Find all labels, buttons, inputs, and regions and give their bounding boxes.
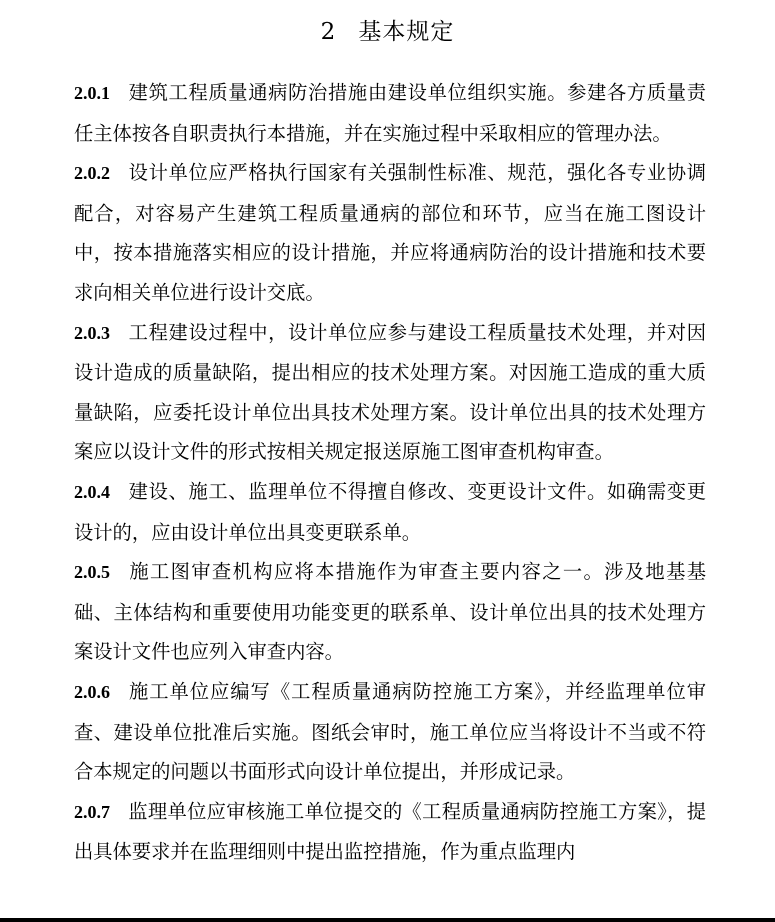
clause-list [74,73,706,872]
clause-2-0-6 [74,672,706,792]
clause-number: 2.0.3 [74,322,110,343]
clause-number: 2.0.5 [74,562,110,583]
clause-number: 2.0.2 [74,163,110,184]
clause-2-0-5 [74,552,706,672]
clause-text: 设计单位应严格执行国家有关强制性标准、规范，强化各专业协调配合，对容易产生建筑工程质量通病的部位和环节，应当在施工图设计中，按本措施落实相应的设计措施，并应将通病防治的设计措施和技术要求向相关单位进行设计交底。 [74,161,706,304]
clause-2-0-3 [74,313,706,472]
chapter-number: 2 [320,19,337,45]
clause-number: 2.0.1 [74,83,110,103]
page-bottom-rule [0,918,775,922]
clause-2-0-2 [74,153,706,312]
clause-2-0-4 [74,472,706,552]
clause-text: 建设、施工、监理单位不得擅自修改、变更设计文件。如确需变更设计的，应由设计单位出具变更联系单。 [74,479,706,544]
clause-text: 监理单位应审核施工单位提交的《工程质量通病防控施工方案》，提出具体要求并在监理细则中提出监控措施，作为重点监理内 [74,799,706,864]
clause-text: 施工单位应编写《工程质量通病防控施工方案》，并经监理单位审查、建设单位批准后实施。图纸会审时，施工单位应当将设计不当或不符合本规定的问题以书面形式向设计单位提出，并形成记录。 [74,679,706,784]
clause-number: 2.0.6 [74,681,110,702]
chapter-title-text: 基本规定 [358,19,455,45]
clause-2-0-7 [74,792,706,872]
clause-number: 2.0.4 [74,481,110,502]
chapter-title [0,14,775,50]
clause-number: 2.0.7 [74,801,110,822]
clause-2-0-1 [74,73,706,153]
clause-text: 建筑工程质量通病防治措施由建设单位组织实施。参建各方质量责任主体按各自职责执行本措施，并在实施过程中采取相应的管理办法。 [74,81,706,145]
clause-text: 工程建设过程中，设计单位应参与建设工程质量技术处理，并对因设计造成的质量缺陷，提出相应的技术处理方案。对因施工造成的重大质量缺陷，应委托设计单位出具技术处理方案。设计单位出具的技术处理方案应以设计文件的形式按相关规定报送原施工图审查机构审查。 [74,320,706,464]
clause-text: 施工图审查机构应将本措施作为审查主要内容之一。涉及地基基础、主体结构和重要使用功能变更的联系单、设计单位出具的技术处理方案设计文件也应列入审查内容。 [74,560,706,664]
